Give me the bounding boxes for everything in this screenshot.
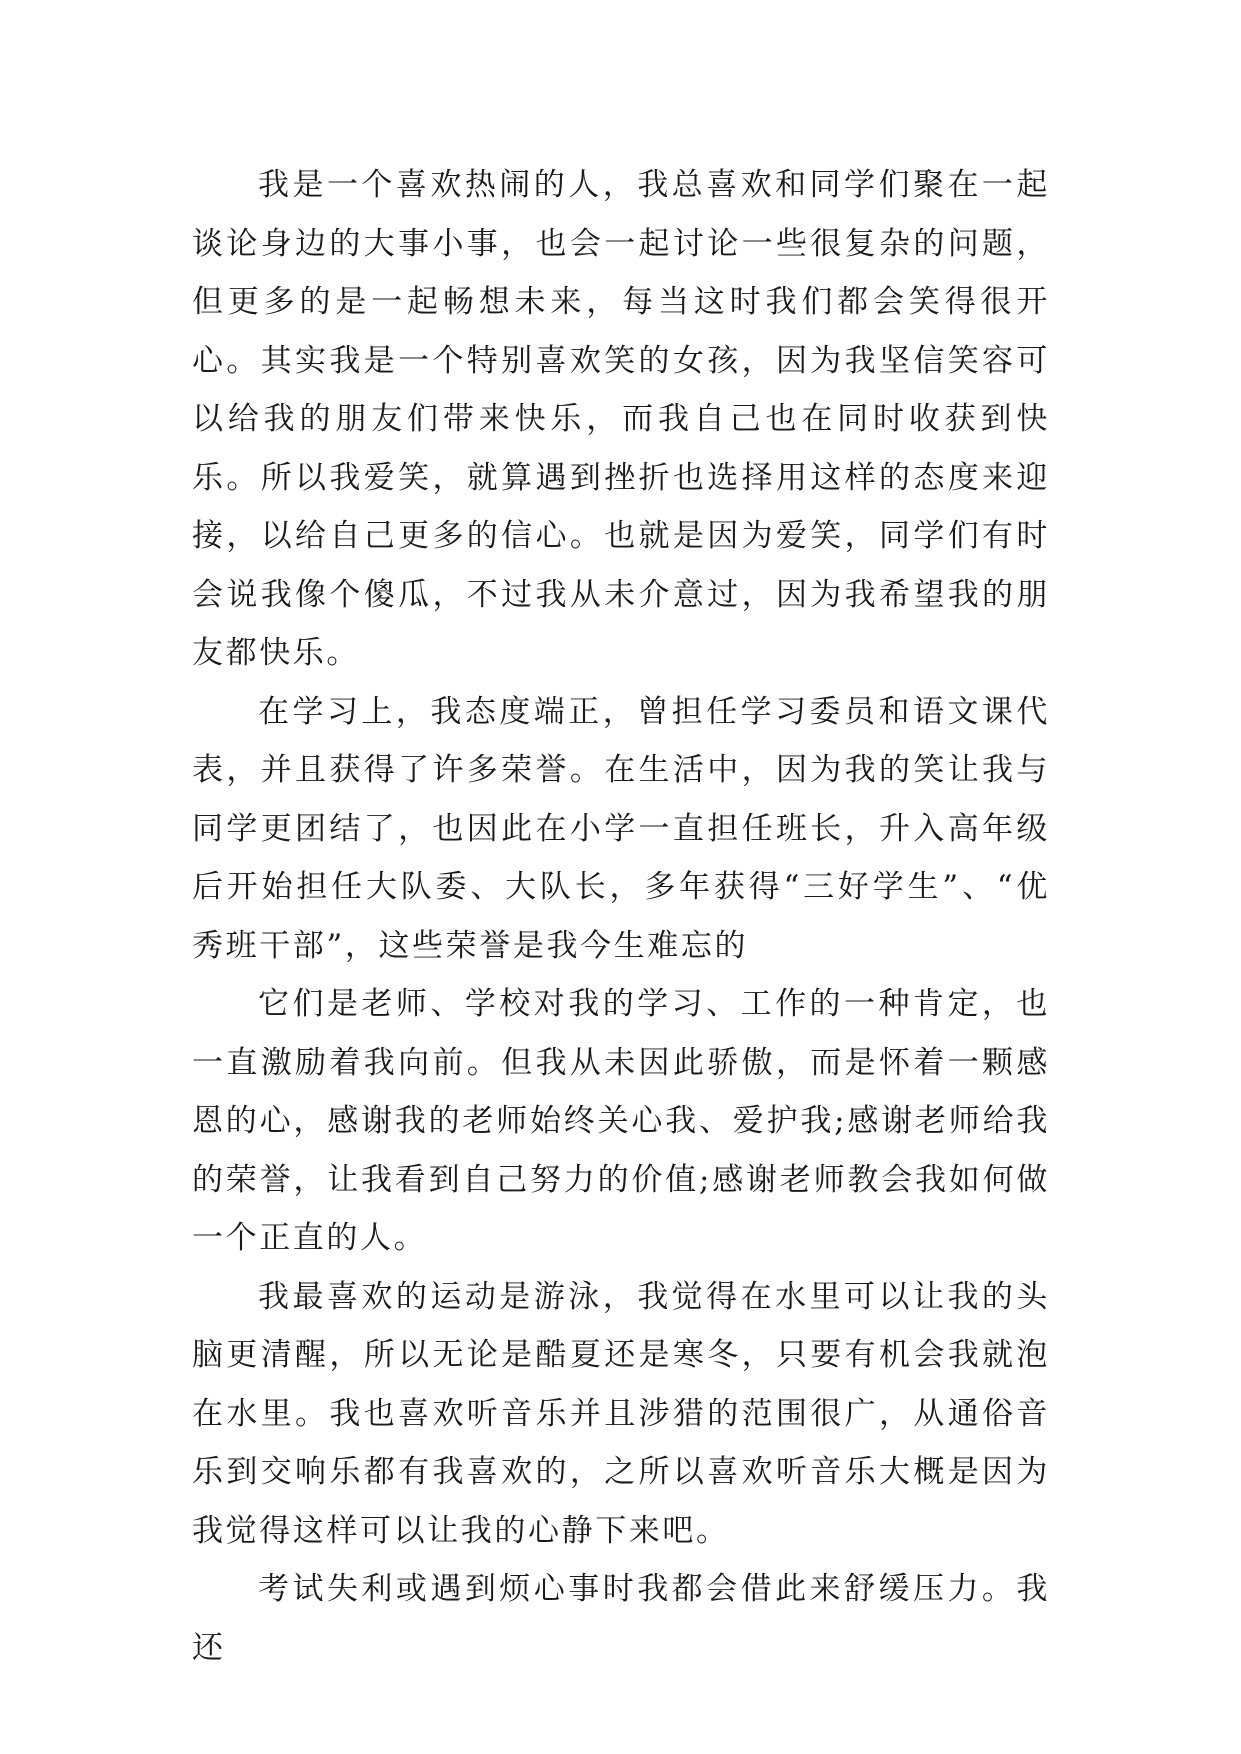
paragraph-2: 在学习上，我态度端正，曾担任学习委员和语文课代表，并且获得了许多荣誉。在生活中，因为我的笑让我与同学更团结了，也因此在小学一直担任班长，升入高年级后开始担任大队委、大队长，多年获得“三好学生”、“优秀班干部”，这些荣誉是我今生难忘的 (192, 693, 1050, 964)
paragraph-5: 考试失利或遇到烦心事时我都会借此来舒缓压力。我还 (192, 1571, 1050, 1666)
paragraph-3: 它们是老师、学校对我的学习、工作的一种肯定，也一直激励着我向前。但我从未因此骄傲，而是怀着一颗感恩的心，感谢我的老师始终关心我、爱护我;感谢老师给我的荣誉，让我看到自己努力的价值;感谢老师教会我如何做一个正直的人。 (192, 986, 1050, 1256)
paragraph-1: 我是一个喜欢热闹的人，我总喜欢和同学们聚在一起谈论身边的大事小事，也会一起讨论一些很复杂的问题，但更多的是一起畅想未来，每当这时我们都会笑得很开心。其实我是一个特别喜欢笑的女孩，因为我坚信笑容可以给我的朋友们带来快乐，而我自己也在同时收获到快乐。所以我爱笑，就算遇到挫折也选择用这样的态度来迎接，以给自己更多的信心。也就是因为爱笑，同学们有时会说我像个傻瓜，不过我从未介意过，因为我希望我的朋友都快乐。 (192, 167, 1050, 671)
document-body (192, 156, 1050, 1677)
paragraph-4: 我最喜欢的运动是游泳，我觉得在水里可以让我的头脑更清醒，所以无论是酷夏还是寒冬，只要有机会我就泡在水里。我也喜欢听音乐并且涉猎的范围很广，从通俗音乐到交响乐都有我喜欢的，之所以喜欢听音乐大概是因为我觉得这样可以让我的心静下来吧。 (192, 1278, 1050, 1549)
